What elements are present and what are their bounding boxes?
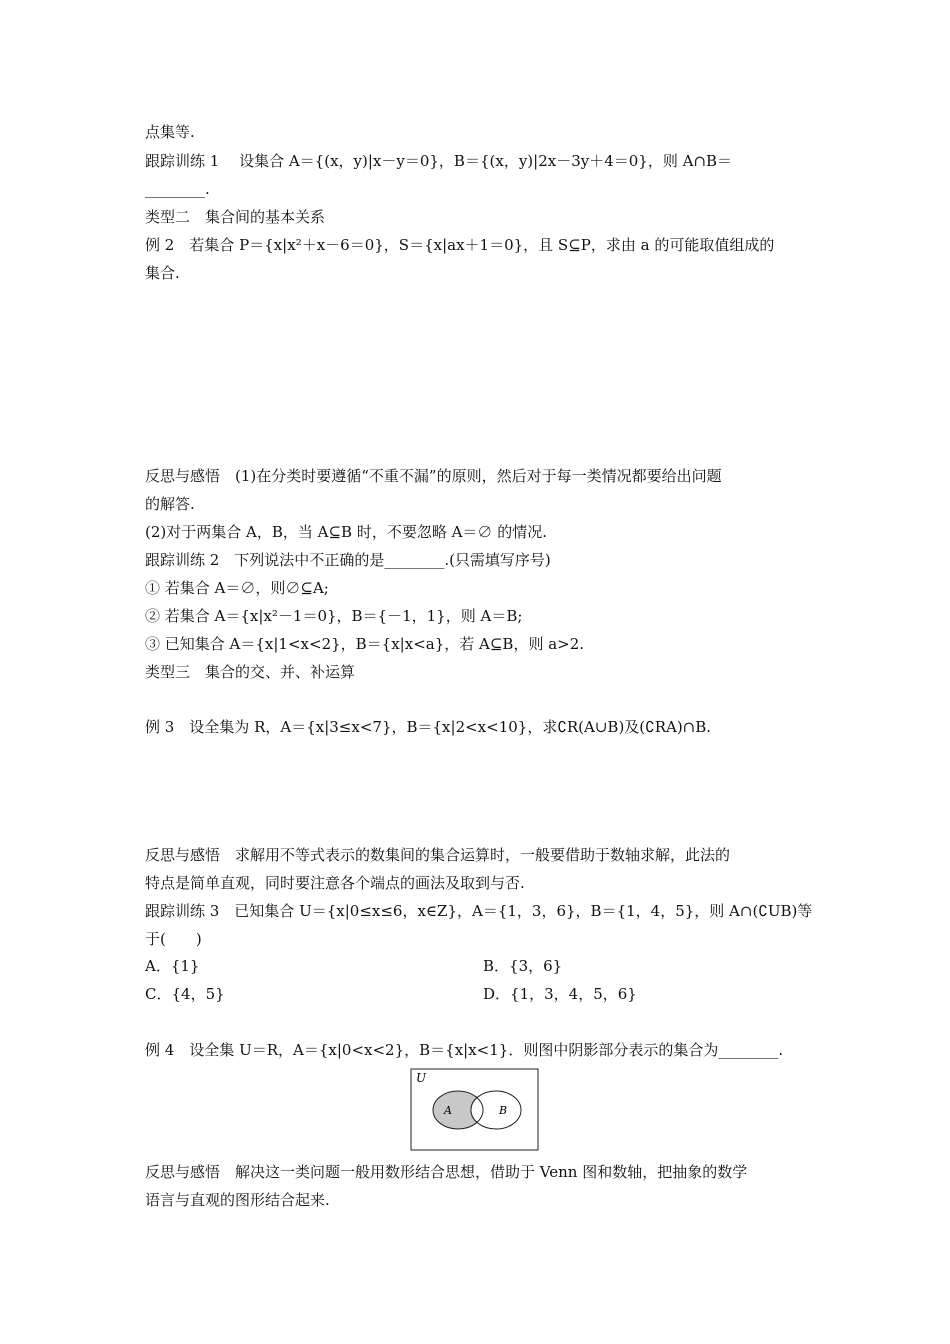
text-line: (2)对于两集合 A，B，当 A⊆B 时，不要忽略 A＝∅ 的情况. bbox=[145, 523, 547, 541]
practice-1-question: 跟踪训练 1 设集合 A＝{(x，y)|x－y＝0}，B＝{(x，y)|2x－3y＋4＝0}，则 A∩B＝ bbox=[145, 152, 733, 170]
statement-2: ② 若集合 A＝{x|x²－1＝0}，B＝{－1，1}，则 A＝B; bbox=[145, 607, 523, 625]
practice-2-question: 跟踪训练 2 下列说法中不正确的是________.(只需填写序号) bbox=[145, 551, 551, 569]
example-4-question: 例 4 设全集 U＝R，A＝{x|0<x<2}，B＝{x|x<1}．则图中阴影部分表示的集合为________. bbox=[145, 1041, 784, 1059]
label-a: A bbox=[444, 1104, 452, 1117]
venn-diagram bbox=[410, 1068, 540, 1152]
reflection-1: 反思与感悟 (1)在分类时要遵循“不重不漏”的原则，然后对于每一类情况都要给出问题 bbox=[145, 467, 722, 485]
reflection-2: 反思与感悟 求解用不等式表示的数集间的集合运算时，一般要借助于数轴求解，此法的 bbox=[145, 846, 731, 864]
option-a: A．{1} bbox=[145, 957, 200, 975]
statement-3: ③ 已知集合 A＝{x|1<x<2}，B＝{x|x<a}，若 A⊆B，则 a>2. bbox=[145, 635, 585, 653]
answer-blank: ________. bbox=[145, 180, 210, 198]
reflection-3: 反思与感悟 解决这一类问题一般用数形结合思想，借助于 Venn 图和数轴，把抽象的数学 bbox=[145, 1163, 748, 1181]
label-b: B bbox=[499, 1104, 508, 1117]
text-line: 的解答. bbox=[145, 495, 195, 513]
text-line: 语言与直观的图形结合起来. bbox=[145, 1191, 330, 1209]
section-heading-2: 类型二 集合间的基本关系 bbox=[145, 208, 326, 226]
statement-1: ① 若集合 A＝∅，则∅⊆A; bbox=[145, 579, 329, 597]
text-line: 点集等. bbox=[145, 123, 195, 141]
example-3-question: 例 3 设全集为 R，A＝{x|3≤x<7}，B＝{x|2<x<10}，求∁R(A∪B)及(∁RA)∩B. bbox=[145, 718, 712, 736]
option-d: D．{1，3，4，5，6} bbox=[483, 985, 637, 1003]
practice-3-question: 跟踪训练 3 已知集合 U＝{x|0≤x≤6，x∈Z}，A＝{1，3，6}，B＝{1，4，5}，则 A∩(∁UB)等 bbox=[145, 902, 813, 920]
section-heading-3: 类型三 集合的交、并、补运算 bbox=[145, 663, 356, 681]
option-c: C．{4，5} bbox=[145, 985, 225, 1003]
option-b: B．{3，6} bbox=[483, 957, 563, 975]
text-line: 于( ) bbox=[145, 930, 202, 948]
label-u: U bbox=[416, 1071, 427, 1085]
text-line: 集合. bbox=[145, 264, 180, 282]
example-2-question: 例 2 若集合 P＝{x|x²＋x－6＝0}，S＝{x|ax＋1＝0}，且 S⊆P，求由 a 的可能取值组成的 bbox=[145, 236, 775, 254]
text-line: 特点是简单直观，同时要注意各个端点的画法及取到与否. bbox=[145, 874, 525, 892]
